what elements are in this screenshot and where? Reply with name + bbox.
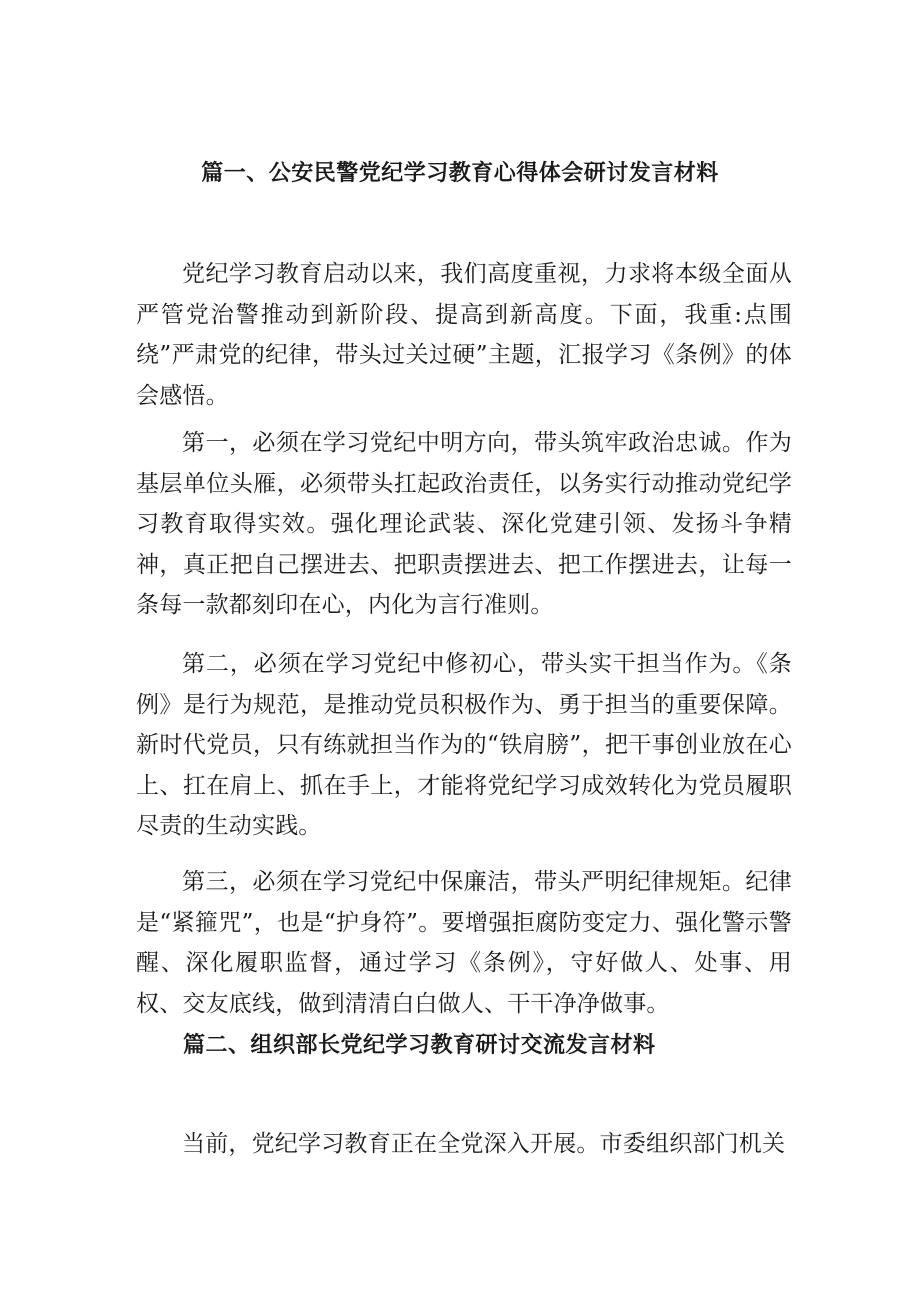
section-1-paragraph-3: 第二，必须在学习党纪中修初心，带头实干担当作为。《条例》是行为规范，是推动党员积极作为、勇于担当的重要保障。新时代党员，只有练就担当作为的“铁肩膀”，把干事创业放在心上、扛在肩上、抓在手上，才能将党纪学习成效转化为党员履职尽责的生动实践。 [136, 651, 792, 839]
section-1-paragraph-2: 第一，必须在学习党纪中明方向，带头筑牢政治忠诚。作为基层单位头雁，必须带头扛起政治责任，以务实行动推动党纪学习教育取得实效。强化理论武装、深化党建引领、发扬斗争精神，真正把自己摆进去、把职责摆进去、把工作摆进去，让每一条每一款都刻印在心，内化为言行准则。 [136, 430, 792, 618]
section-1-paragraph-4: 第三，必须在学习党纪中保廉洁，带头严明纪律规矩。纪律是“紧箍咒”，也是“护身符”。要增强拒腐防变定力、强化警示警醒、深化履职监督，通过学习《条例》，守好做人、处事、用权、交友底线，做到清清白白做人、干干净净做事。 [136, 869, 792, 1017]
section-1-title: 篇一、公安民警党纪学习教育心得体会研讨发言材料 [201, 160, 719, 186]
section-2-paragraph-1: 当前，党纪学习教育正在全党深入开展。市委组织部门机关 [182, 1131, 786, 1157]
section-2-title: 篇二、组织部长党纪学习教育研讨交流发言材料 [183, 1032, 656, 1058]
section-1-paragraph-1: 党纪学习教育启动以来，我们高度重视，力求将本级全面从严管党治警推动到新阶段、提高到新高度。下面，我重:点围绕”严肃党的纪律，带头过关过硬”主题，汇报学习《条例》的体会感悟。 [136, 261, 792, 409]
